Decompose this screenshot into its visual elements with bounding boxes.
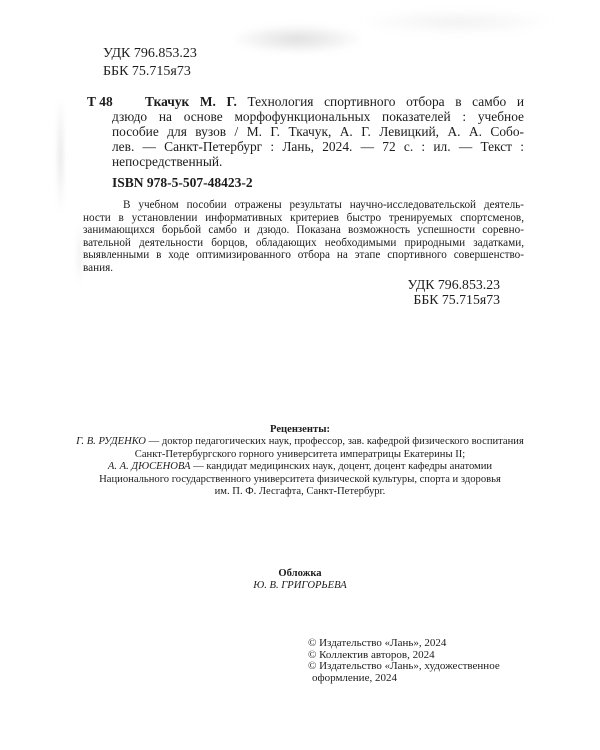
catalog-entry-text <box>112 94 524 169</box>
classification-codes-bottom <box>407 278 500 307</box>
reviewer-line: им. П. Ф. Лесгафта, Санкт-Петербург. <box>214 486 386 498</box>
cover-credit-block <box>65 568 535 593</box>
scan-artifact <box>56 98 65 213</box>
annotation-line: выявленными в ходе оптимизированного отбора на этапе спортивного совершенство- <box>83 249 524 262</box>
annotation-line: вательной деятельности борцов, обладающих необходимыми природными задатками, <box>83 236 524 249</box>
reviewer-credentials: — кандидат медицинских наук, доцент, доцент кафедры анатомии <box>190 461 493 473</box>
annotation-line: ности в установлении информативных критериев быстро тренируемых спортсменов, <box>83 211 524 224</box>
copyright-line: оформление, 2024 <box>312 672 397 685</box>
copyright-block <box>308 638 500 685</box>
reviewer-line <box>65 461 535 473</box>
bbk-number: ББК 75.715я73 <box>103 63 191 79</box>
annotation-line: вания. <box>83 261 114 274</box>
reviewer-line: Санкт-Петербургского горного университета императрицы Екатерины II; <box>134 448 466 460</box>
catalog-entry <box>87 94 524 169</box>
reviewer-credentials: — доктор педагогических наук, профессор, зав. кафедрой физического воспитания <box>145 436 524 448</box>
reviewer-name: А. А. ДЮСЕНОВА <box>107 461 191 473</box>
catalog-line: пособие для вузов / М. Г. Ткачук, А. Г. Левицкий, А. А. Собо- <box>112 124 524 140</box>
scan-artifact <box>230 24 365 54</box>
udk-number: УДК 796.853.23 <box>103 46 197 61</box>
reviewer-line <box>65 436 535 448</box>
copyright-line: © Издательство «Лань», художественное <box>308 660 500 673</box>
catalog-line <box>112 94 524 109</box>
author-mark: Т 48 <box>87 94 113 109</box>
reviewers-block <box>65 424 535 499</box>
annotation-line: занимающихся борьбой самбо и дзюдо. Показана возможность успешности соревно- <box>83 224 524 237</box>
udk-number: УДК 796.853.23 <box>407 277 500 292</box>
cover-designer: Ю. В. ГРИГОРЬЕВА <box>253 580 347 592</box>
copyright-line: © Коллектив авторов, 2024 <box>308 648 435 661</box>
catalog-line-rest: Технология спортивного отбора в самбо и <box>236 94 524 109</box>
catalog-line: лев. — Санкт-Петербург : Лань, 2024. — 72 с. : ил. — Текст : <box>112 139 524 155</box>
classification-codes-top <box>103 45 197 80</box>
reviewer-line: Национального государственного университета физической культуры, спорта и здоровья <box>99 473 501 485</box>
reviewers-heading: Рецензенты: <box>269 424 330 435</box>
catalog-line: непосредственный. <box>112 154 223 170</box>
annotation <box>83 199 524 275</box>
author-name: Ткачук М. Г. <box>145 94 237 109</box>
annotation-line: В учебном пособии отражены результаты научно-исследовательской деятель- <box>123 199 524 211</box>
cover-heading: Обложка <box>278 568 322 579</box>
copyright-line: © Издательство «Лань», 2024 <box>308 637 447 649</box>
catalog-line: дзюдо на основе морфофункциональных показателей : учебное <box>112 109 524 125</box>
bbk-number: ББК 75.715я73 <box>413 291 500 307</box>
isbn: ISBN 978-5-507-48423-2 <box>112 175 253 190</box>
scan-artifact <box>360 10 555 34</box>
scan-artifact <box>76 224 83 286</box>
reviewer-name: Г. В. РУДЕНКО <box>76 436 146 448</box>
